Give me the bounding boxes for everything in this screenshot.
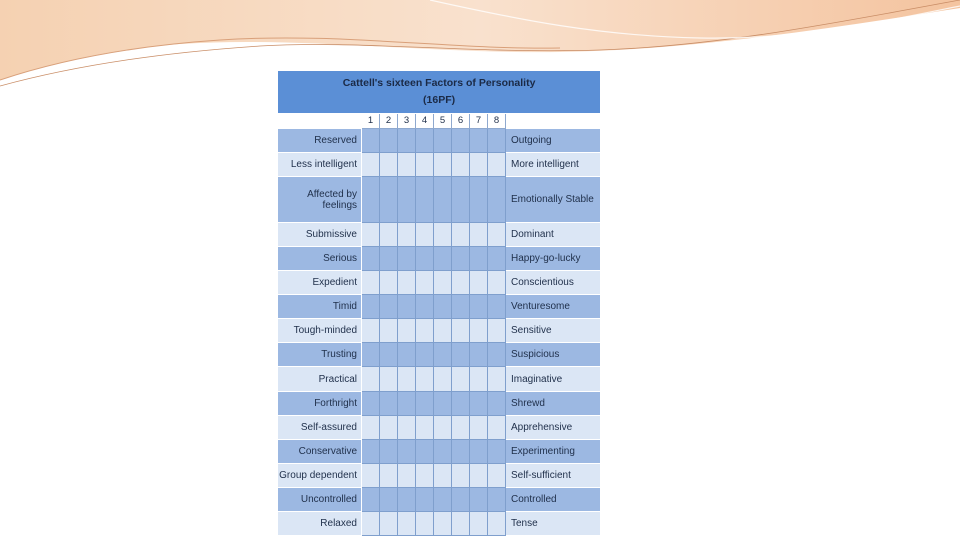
factor-high-pole: Happy-go-lucky: [506, 247, 601, 271]
rating-cell: [380, 391, 398, 415]
rating-cell: [470, 153, 488, 177]
rating-cell: [434, 129, 452, 153]
rating-cell: [470, 343, 488, 367]
rating-cell: [380, 415, 398, 439]
rating-cell: [380, 487, 398, 511]
factor-high-pole: Controlled: [506, 487, 601, 511]
rating-cell: [488, 439, 506, 463]
rating-cell: [362, 367, 380, 391]
rating-cell: [398, 439, 416, 463]
scale-number: 4: [416, 114, 434, 129]
rating-cell: [362, 391, 380, 415]
scale-number: 7: [470, 114, 488, 129]
factor-low-pole: Expedient: [278, 271, 362, 295]
rating-cell: [416, 511, 434, 535]
rating-cell: [488, 487, 506, 511]
rating-cell: [452, 343, 470, 367]
factor-high-pole: Venturesome: [506, 295, 601, 319]
rating-cell: [488, 415, 506, 439]
rating-cell: [398, 415, 416, 439]
rating-cell: [362, 295, 380, 319]
rating-cell: [416, 367, 434, 391]
scale-number: 3: [398, 114, 416, 129]
rating-cell: [398, 271, 416, 295]
factor-low-pole: Reserved: [278, 129, 362, 153]
rating-cell: [362, 177, 380, 223]
rating-cell: [488, 391, 506, 415]
factor-row: [278, 295, 601, 319]
factor-row: [278, 129, 601, 153]
factor-high-pole: Self-sufficient: [506, 463, 601, 487]
table-title: [278, 71, 601, 114]
scale-number: 2: [380, 114, 398, 129]
factor-high-pole: Conscientious: [506, 271, 601, 295]
rating-cell: [398, 129, 416, 153]
factor-high-pole: Tense: [506, 511, 601, 535]
scale-header-row: [278, 114, 601, 129]
scale-header-blank-right: [506, 114, 601, 129]
factor-high-pole: Outgoing: [506, 129, 601, 153]
rating-cell: [416, 415, 434, 439]
rating-cell: [380, 343, 398, 367]
rating-cell: [380, 247, 398, 271]
rating-cell: [380, 367, 398, 391]
factor-row: [278, 463, 601, 487]
factor-row: [278, 391, 601, 415]
rating-cell: [470, 271, 488, 295]
rating-cell: [434, 223, 452, 247]
rating-cell: [470, 511, 488, 535]
factor-low-pole: Forthright: [278, 391, 362, 415]
rating-cell: [362, 223, 380, 247]
rating-cell: [416, 463, 434, 487]
factor-row: [278, 153, 601, 177]
rating-cell: [452, 391, 470, 415]
factor-low-pole: Trusting: [278, 343, 362, 367]
rating-cell: [380, 295, 398, 319]
rating-cell: [362, 247, 380, 271]
factor-low-pole: Practical: [278, 367, 362, 391]
rating-cell: [470, 415, 488, 439]
factor-low-pole: Group dependent: [278, 463, 362, 487]
rating-cell: [380, 511, 398, 535]
rating-cell: [398, 319, 416, 343]
rating-cell: [362, 129, 380, 153]
rating-cell: [380, 177, 398, 223]
rating-cell: [416, 247, 434, 271]
rating-cell: [362, 415, 380, 439]
rating-cell: [434, 415, 452, 439]
rating-cell: [362, 343, 380, 367]
rating-cell: [470, 391, 488, 415]
rating-cell: [470, 129, 488, 153]
rating-cell: [398, 367, 416, 391]
factor-row: [278, 487, 601, 511]
rating-cell: [488, 511, 506, 535]
rating-cell: [398, 463, 416, 487]
rating-cell: [380, 129, 398, 153]
rating-cell: [488, 319, 506, 343]
rating-cell: [452, 319, 470, 343]
factor-row: [278, 247, 601, 271]
factor-high-pole: Dominant: [506, 223, 601, 247]
rating-cell: [434, 153, 452, 177]
rating-cell: [470, 367, 488, 391]
rating-cell: [398, 511, 416, 535]
rating-cell: [452, 271, 470, 295]
rating-cell: [434, 247, 452, 271]
rating-cell: [434, 487, 452, 511]
factor-low-pole: Tough-minded: [278, 319, 362, 343]
rating-cell: [362, 487, 380, 511]
scale-number: 1: [362, 114, 380, 129]
factor-low-pole: Uncontrolled: [278, 487, 362, 511]
rating-cell: [416, 295, 434, 319]
factor-low-pole: Self-assured: [278, 415, 362, 439]
rating-cell: [434, 511, 452, 535]
rating-cell: [362, 153, 380, 177]
rating-cell: [488, 223, 506, 247]
rating-cell: [488, 343, 506, 367]
rating-cell: [398, 247, 416, 271]
rating-cell: [488, 367, 506, 391]
rating-cell: [434, 439, 452, 463]
rating-cell: [434, 367, 452, 391]
factor-high-pole: Sensitive: [506, 319, 601, 343]
rating-cell: [452, 463, 470, 487]
rating-cell: [362, 463, 380, 487]
rating-cell: [452, 177, 470, 223]
rating-cell: [380, 319, 398, 343]
factor-row: [278, 415, 601, 439]
rating-cell: [452, 487, 470, 511]
rating-cell: [470, 295, 488, 319]
factor-row: [278, 343, 601, 367]
rating-cell: [434, 271, 452, 295]
rating-cell: [434, 177, 452, 223]
rating-cell: [470, 177, 488, 223]
rating-cell: [488, 153, 506, 177]
factor-high-pole: Apprehensive: [506, 415, 601, 439]
factor-high-pole: Imaginative: [506, 367, 601, 391]
rating-cell: [470, 463, 488, 487]
factor-row: [278, 177, 601, 223]
rating-cell: [416, 439, 434, 463]
rating-cell: [380, 463, 398, 487]
factor-low-pole: Timid: [278, 295, 362, 319]
rating-cell: [434, 295, 452, 319]
factor-low-pole: Conservative: [278, 439, 362, 463]
rating-cell: [452, 153, 470, 177]
rating-cell: [362, 271, 380, 295]
rating-cell: [488, 463, 506, 487]
rating-cell: [398, 487, 416, 511]
rating-cell: [434, 391, 452, 415]
rating-cell: [452, 367, 470, 391]
rating-cell: [434, 343, 452, 367]
rating-cell: [398, 343, 416, 367]
factor-low-pole: Affected by feelings: [278, 177, 362, 223]
rating-cell: [416, 177, 434, 223]
rating-cell: [416, 343, 434, 367]
rating-cell: [488, 271, 506, 295]
rating-cell: [470, 319, 488, 343]
rating-cell: [452, 295, 470, 319]
factor-row: [278, 439, 601, 463]
rating-cell: [452, 247, 470, 271]
rating-cell: [398, 177, 416, 223]
rating-cell: [380, 223, 398, 247]
factor-row: [278, 319, 601, 343]
rating-cell: [362, 511, 380, 535]
rating-cell: [488, 295, 506, 319]
rating-cell: [452, 129, 470, 153]
rating-cell: [452, 511, 470, 535]
factor-row: [278, 367, 601, 391]
rating-cell: [416, 391, 434, 415]
factor-low-pole: Serious: [278, 247, 362, 271]
rating-cell: [488, 177, 506, 223]
scale-number: 8: [488, 114, 506, 129]
rating-cell: [434, 319, 452, 343]
rating-cell: [470, 223, 488, 247]
factor-low-pole: Submissive: [278, 223, 362, 247]
rating-cell: [416, 153, 434, 177]
rating-cell: [488, 247, 506, 271]
rating-cell: [452, 415, 470, 439]
rating-cell: [470, 247, 488, 271]
rating-cell: [416, 487, 434, 511]
rating-cell: [398, 391, 416, 415]
rating-cell: [488, 129, 506, 153]
rating-cell: [416, 129, 434, 153]
rating-cell: [380, 439, 398, 463]
scale-number: 5: [434, 114, 452, 129]
factor-low-pole: Relaxed: [278, 511, 362, 535]
rating-cell: [416, 319, 434, 343]
rating-cell: [362, 319, 380, 343]
factor-row: [278, 271, 601, 295]
factor-high-pole: More intelligent: [506, 153, 601, 177]
factor-row: [278, 223, 601, 247]
scale-number: 6: [452, 114, 470, 129]
factor-row: [278, 511, 601, 535]
rating-cell: [470, 487, 488, 511]
rating-cell: [362, 439, 380, 463]
rating-cell: [380, 153, 398, 177]
table-title-line1: Cattell's sixteen Factors of Personality: [342, 77, 536, 89]
rating-cell: [416, 271, 434, 295]
rating-cell: [416, 223, 434, 247]
factor-high-pole: Suspicious: [506, 343, 601, 367]
rating-cell: [398, 153, 416, 177]
rating-cell: [398, 223, 416, 247]
rating-cell: [452, 223, 470, 247]
rating-cell: [380, 271, 398, 295]
factor-high-pole: Emotionally Stable: [506, 177, 601, 223]
rating-cell: [452, 439, 470, 463]
factor-high-pole: Experimenting: [506, 439, 601, 463]
factor-high-pole: Shrewd: [506, 391, 601, 415]
personality-factors-table: [277, 70, 600, 536]
scale-header-blank-left: [278, 114, 362, 129]
rating-cell: [434, 463, 452, 487]
rating-cell: [398, 295, 416, 319]
rating-cell: [470, 439, 488, 463]
factor-low-pole: Less intelligent: [278, 153, 362, 177]
table-title-line2: (16PF): [423, 94, 456, 106]
